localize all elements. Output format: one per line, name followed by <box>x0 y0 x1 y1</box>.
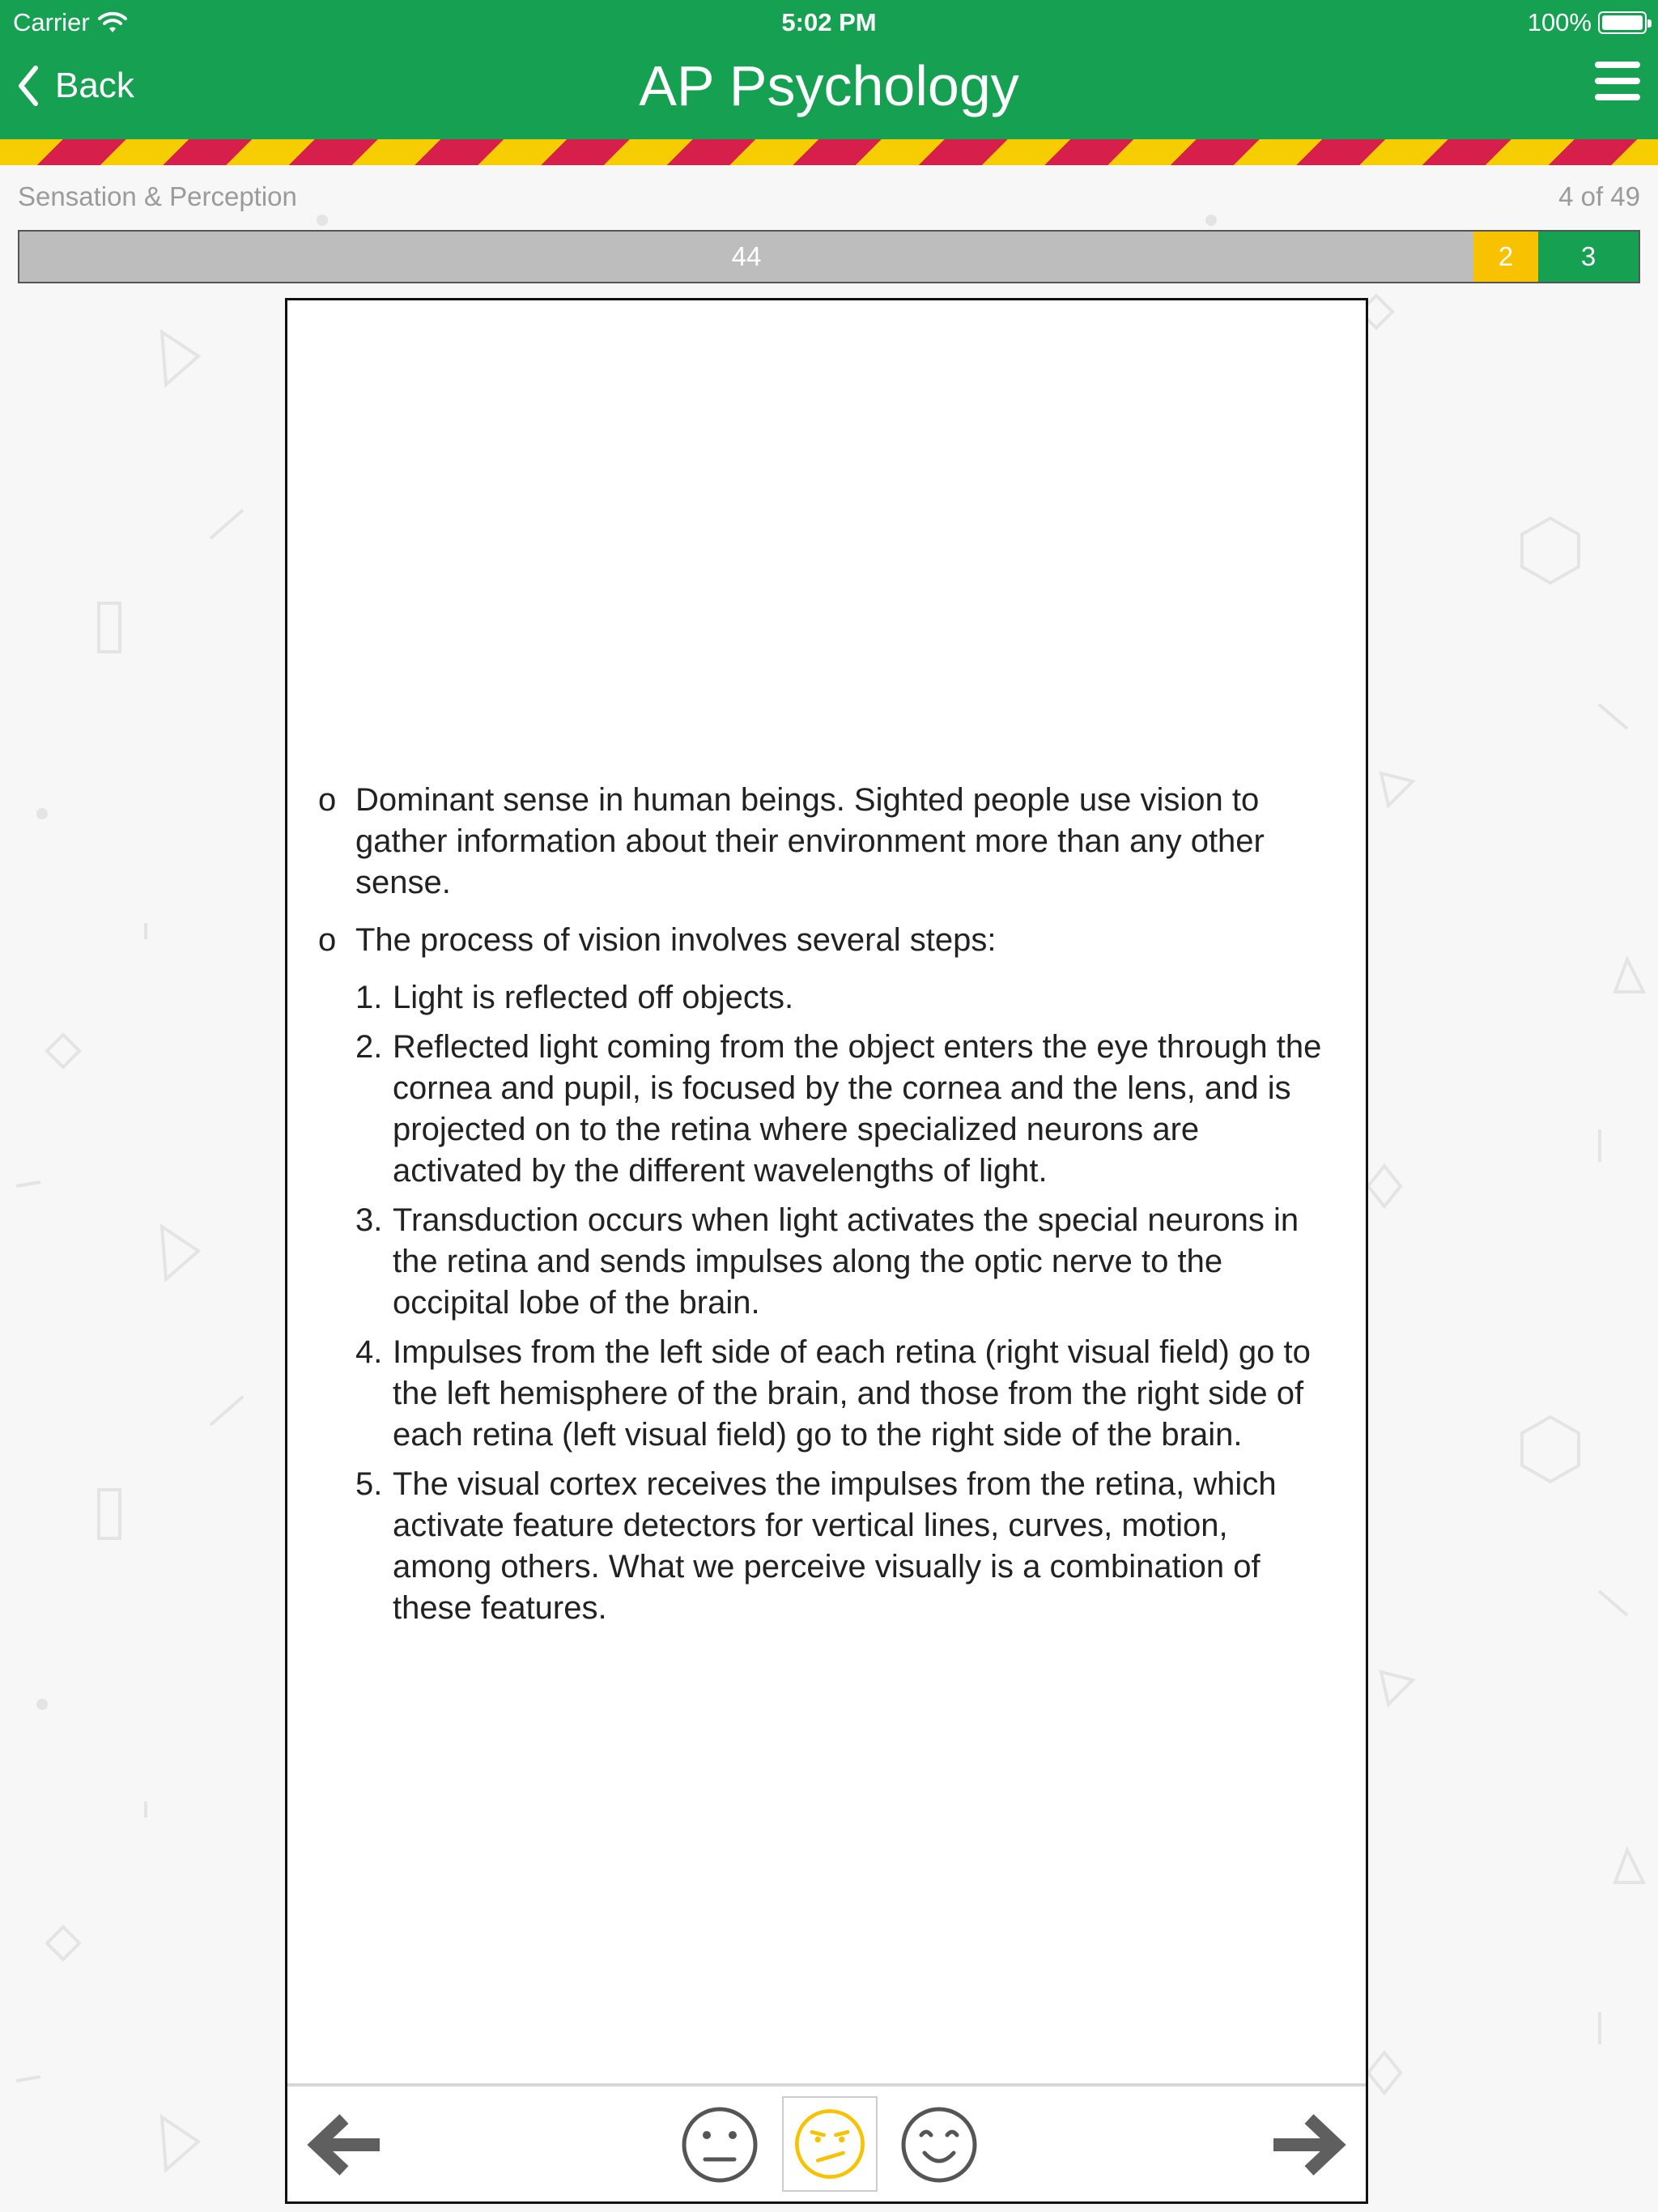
progress-unseen-segment: 44 <box>19 232 1473 282</box>
bullet-text: Dominant sense in human beings. Sighted people use vision to gather information about their environment more than any other sense. <box>355 782 1265 900</box>
happy-face-icon[interactable] <box>897 2103 981 2187</box>
hamburger-menu-icon[interactable] <box>1595 60 1640 102</box>
battery-percent: 100% <box>1527 8 1592 36</box>
top-bar <box>0 0 1658 139</box>
flashcard <box>285 298 1368 2204</box>
hazard-stripe-divider <box>0 139 1658 165</box>
bullet-item: o Dominant sense in human beings. Sighted people use vision to gather information about their environment more than any other sense. <box>318 782 1265 900</box>
card-counter: 4 of 49 <box>1558 181 1640 211</box>
confused-rating-button[interactable] <box>782 2096 878 2192</box>
progress-partial-segment: 2 <box>1473 232 1538 282</box>
battery-indicator <box>1528 8 1647 37</box>
clock: 5:02 PM <box>781 8 877 36</box>
card-content <box>318 780 1322 1637</box>
deck-category: Sensation & Perception <box>18 181 297 211</box>
list-item: 5. The visual cortex receives the impulses from the retina, which activate feature detectors for vertical lines, curves, motion, among others. What we perceive visually is a combination of these features. <box>355 1466 1277 1626</box>
battery-icon <box>1598 11 1647 34</box>
confused-face-icon <box>791 2105 869 2183</box>
bullet-item: o The process of vision involves several steps: <box>318 922 997 958</box>
back-label: Back <box>55 66 134 105</box>
page-title: AP Psychology <box>639 54 1019 117</box>
bullet-text: The process of vision involves several steps: <box>355 922 997 958</box>
list-item: 4. Impulses from the left side of each retina (right visual field) go to the left hemisphere of the brain, and those from the right side of each retina (left visual field) go to the right side of the brain. <box>355 1334 1311 1453</box>
steps-list <box>318 977 1322 1629</box>
list-item: 2. Reflected light coming from the object enters the eye through the cornea and pupil, is focused by the cornea and the lens, and is projected on to the retina where specialized neurons are activated by the different wavelengths of light. <box>355 1029 1322 1189</box>
progress-known-segment: 3 <box>1538 232 1639 282</box>
carrier-label: Carrier <box>13 8 90 36</box>
card-footer <box>287 2083 1366 2201</box>
status-bar <box>0 0 1658 45</box>
list-item: 1. Light is reflected off objects. <box>355 980 794 1015</box>
neutral-face-icon[interactable] <box>678 2103 762 2187</box>
arrow-left-icon[interactable] <box>305 2104 386 2185</box>
progress-bar <box>18 230 1640 283</box>
list-item: 3. Transduction occurs when light activates the special neurons in the retina and sends impulses along the optic nerve to the occipital lobe of the brain. <box>355 1202 1299 1321</box>
arrow-right-icon[interactable] <box>1267 2104 1348 2185</box>
